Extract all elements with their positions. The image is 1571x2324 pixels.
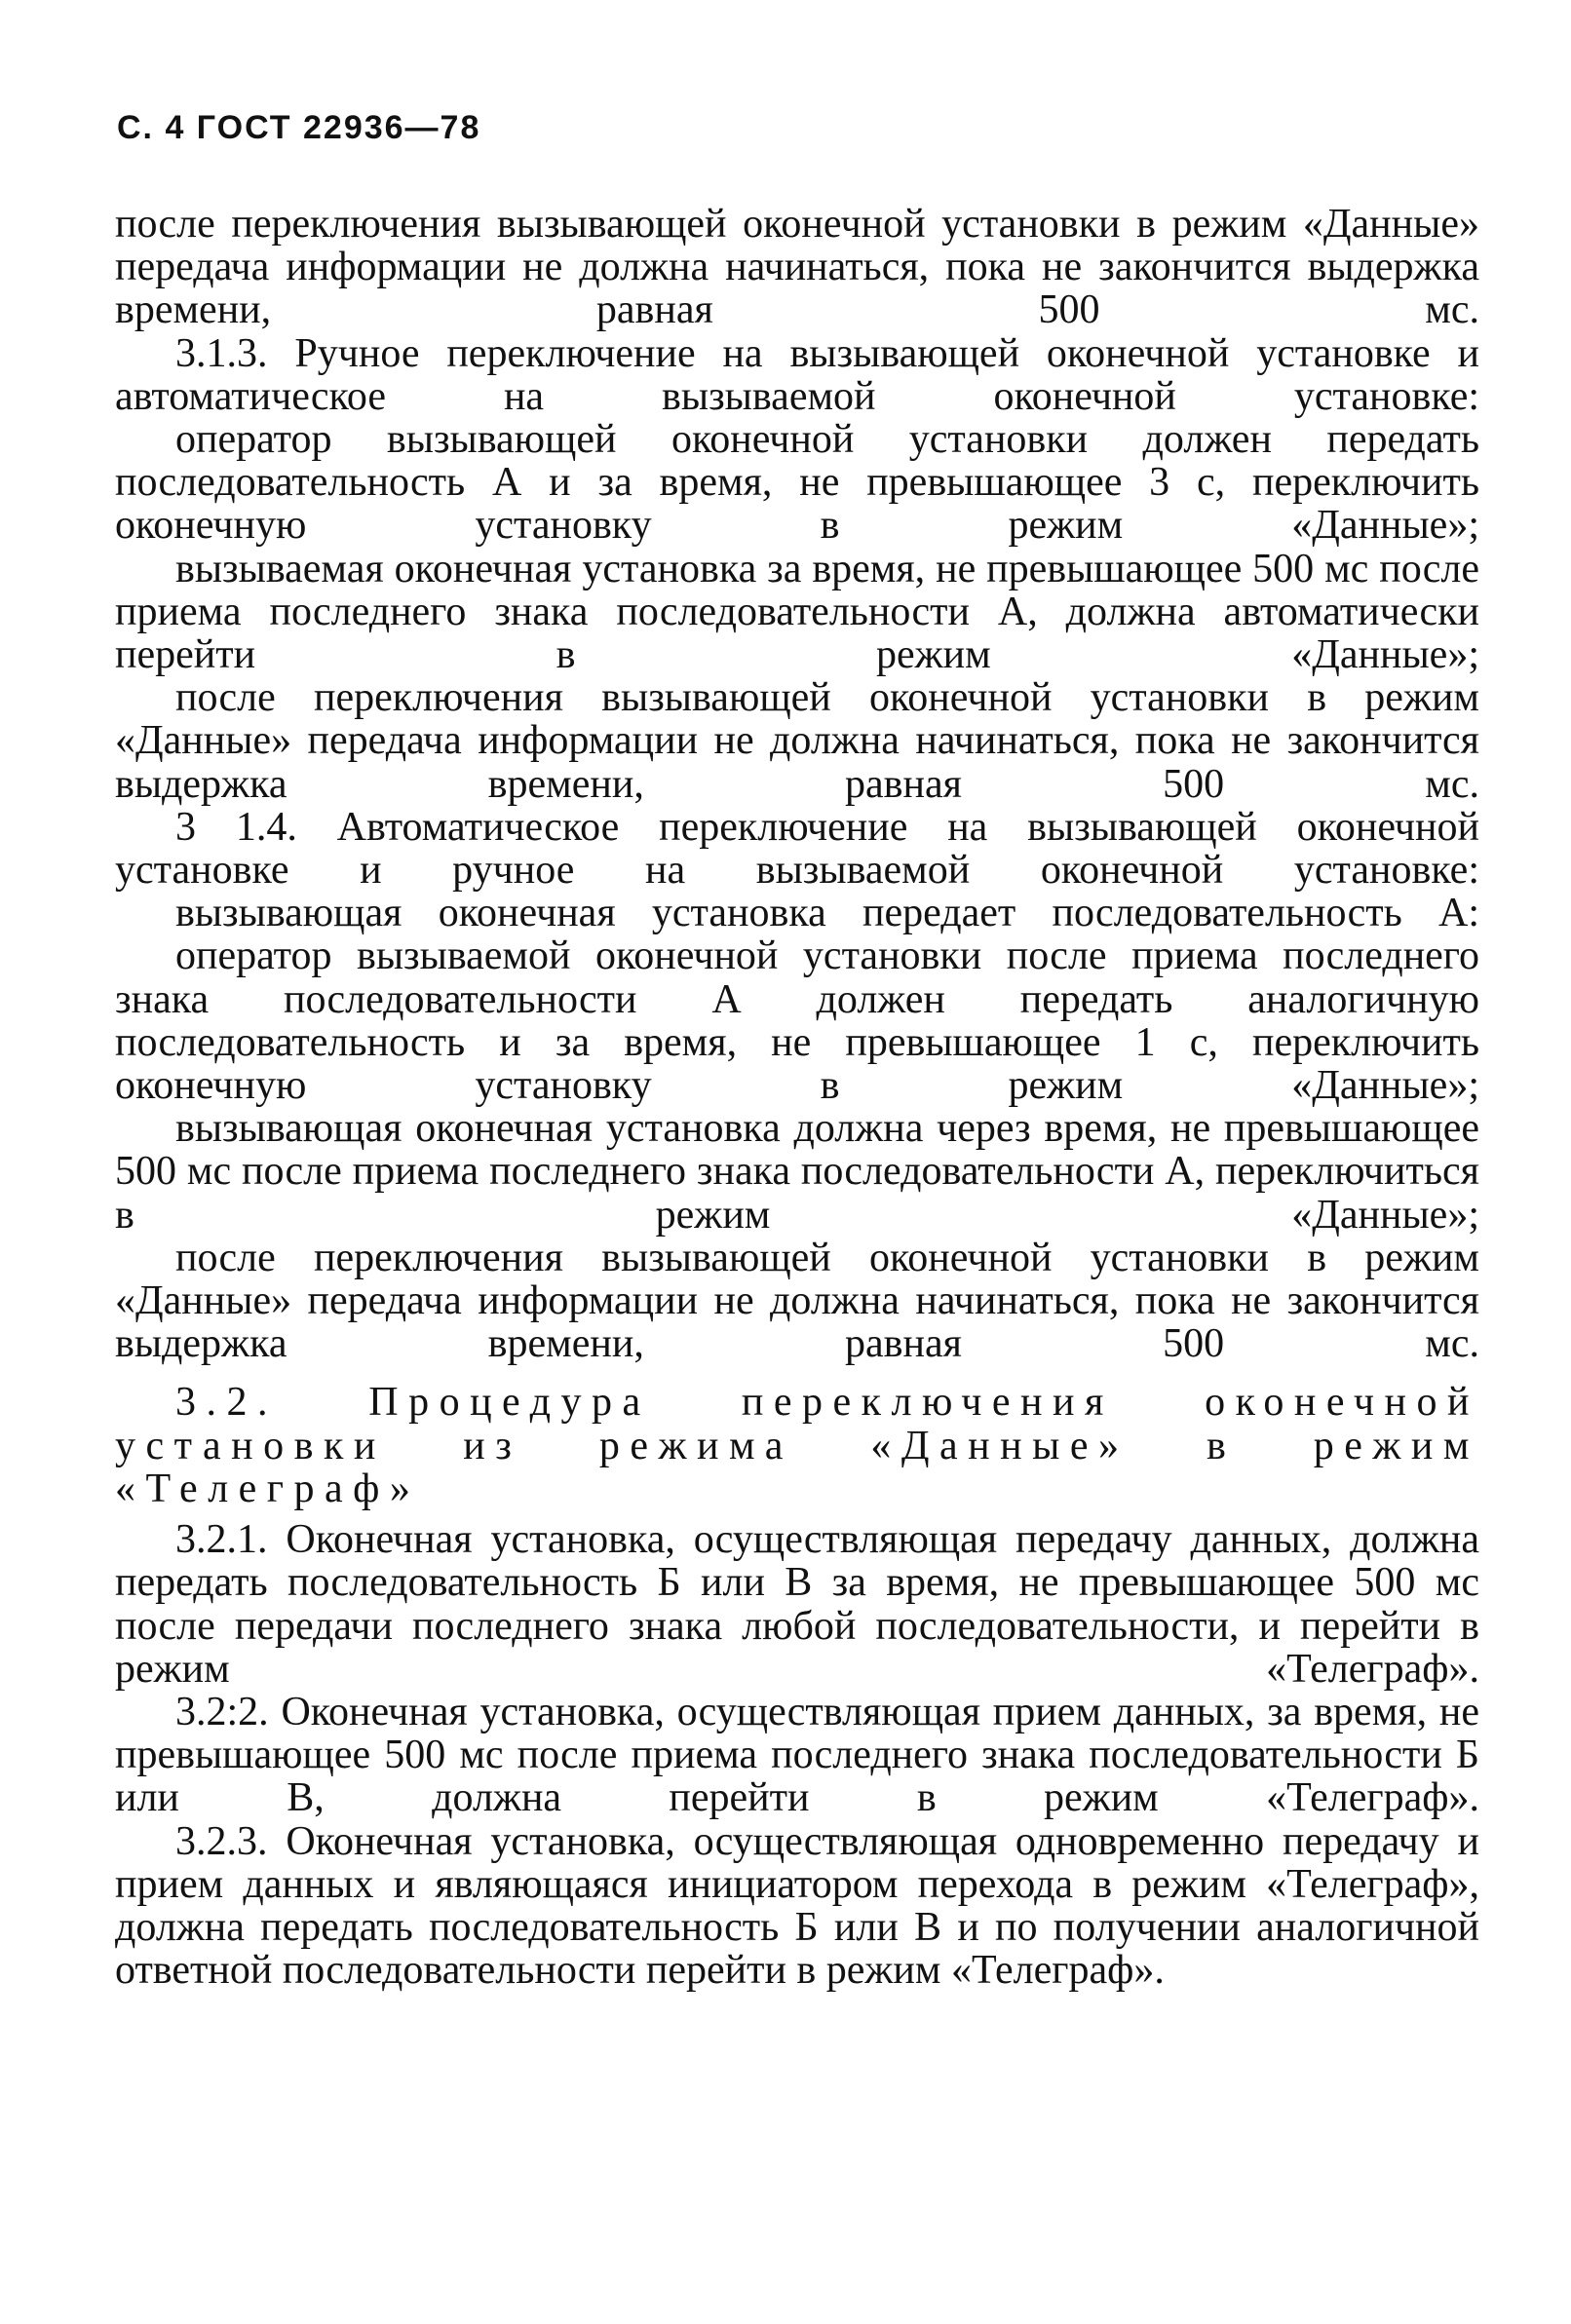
paragraph bbox=[115, 676, 1479, 806]
paragraph-text: оператор вызывающей оконечной установки должен передать последовательность А и за время, не превышающее 3 с, переключить оконечную установку в режим «Данные»; bbox=[115, 417, 1479, 549]
paragraph-text: вызывающая оконечная установка должна через время, не превышающее 500 мс после приема последнего знака последовательности А, переключиться в режим «Данные»; bbox=[115, 1106, 1479, 1238]
paragraph bbox=[115, 892, 1479, 934]
paragraph bbox=[115, 1237, 1479, 1366]
paragraph-text: 3 1.4. Автоматическое переключение на вызывающей оконечной установке и ручное на вызываемой оконечной установке: bbox=[115, 804, 1479, 894]
paragraph bbox=[115, 1518, 1479, 1691]
paragraph bbox=[115, 806, 1479, 892]
paragraph bbox=[115, 934, 1479, 1107]
page-header: С. 4 ГОСТ 22936—78 bbox=[117, 109, 481, 146]
paragraph bbox=[115, 332, 1479, 418]
section-heading-text: 3.2. Процедура переключения оконечной установки из режима «Данные» в режим «Телеграф» bbox=[115, 1380, 1479, 1511]
paragraph-text: вызываемая оконечная установка за время, не превышающее 500 мс после приема последнего знака последовательности А, должна автоматически перейти в режим «Данные»; bbox=[115, 546, 1479, 678]
paragraph bbox=[115, 418, 1479, 548]
paragraph-text: 3.2.3. Оконечная установка, осуществляющая одновременно передачу и прием данных и являющаяся инициатором перехода в режим «Телеграф», должна передать последовательность Б или В и по получении аналогичной ответной последовательности перейти в режим «Телеграф». bbox=[115, 1818, 1479, 1994]
paragraph bbox=[115, 1820, 1479, 1993]
paragraph bbox=[115, 1107, 1479, 1237]
paragraph-text: 3.2:2. Оконечная установка, осуществляющая прием данных, за время, не превышающее 500 мс после приема последнего знака последовательности Б или В, должна перейти в режим «Телеграф». bbox=[115, 1689, 1479, 1821]
paragraph-text: после переключения вызывающей оконечной установки в режим «Данные» передача информации не должна начинаться, пока не закончится выдержка времени, равная 500 мс. bbox=[115, 1235, 1479, 1367]
paragraph bbox=[115, 548, 1479, 677]
paragraph-text: после переключения вызывающей оконечной установки в режим «Данные» передача информации не должна начинаться, пока не закончится выдержка времени, равная 500 мс. bbox=[115, 202, 1479, 333]
paragraph bbox=[115, 203, 1479, 332]
paragraph-text: вызывающая оконечная установка передает последовательность А: bbox=[175, 891, 1479, 936]
paragraph-text: после переключения вызывающей оконечной установки в режим «Данные» передача информации не должна начинаться, пока не закончится выдержка времени, равная 500 мс. bbox=[115, 675, 1479, 807]
paragraph-text: 3.1.3. Ручное переключение на вызывающей оконечной установке и автоматическое на вызываемой оконечной установке: bbox=[115, 330, 1479, 419]
document-body bbox=[115, 203, 1479, 1992]
paragraph bbox=[115, 1691, 1479, 1820]
paragraph-text: 3.2.1. Оконечная установка, осуществляющая передачу данных, должна передать последовательность Б или В за время, не превышающее 500 мс после передачи последнего знака любой последовательности, и перейти в режим «Телеграф». bbox=[115, 1517, 1479, 1692]
section-heading bbox=[115, 1381, 1479, 1510]
paragraph-text: оператор вызываемой оконечной установки после приема последнего знака последовательности А должен передать аналогичную последовательность и за время, не превышающее 1 с, переключить оконечную установку в режим «Данные»; bbox=[115, 933, 1479, 1109]
